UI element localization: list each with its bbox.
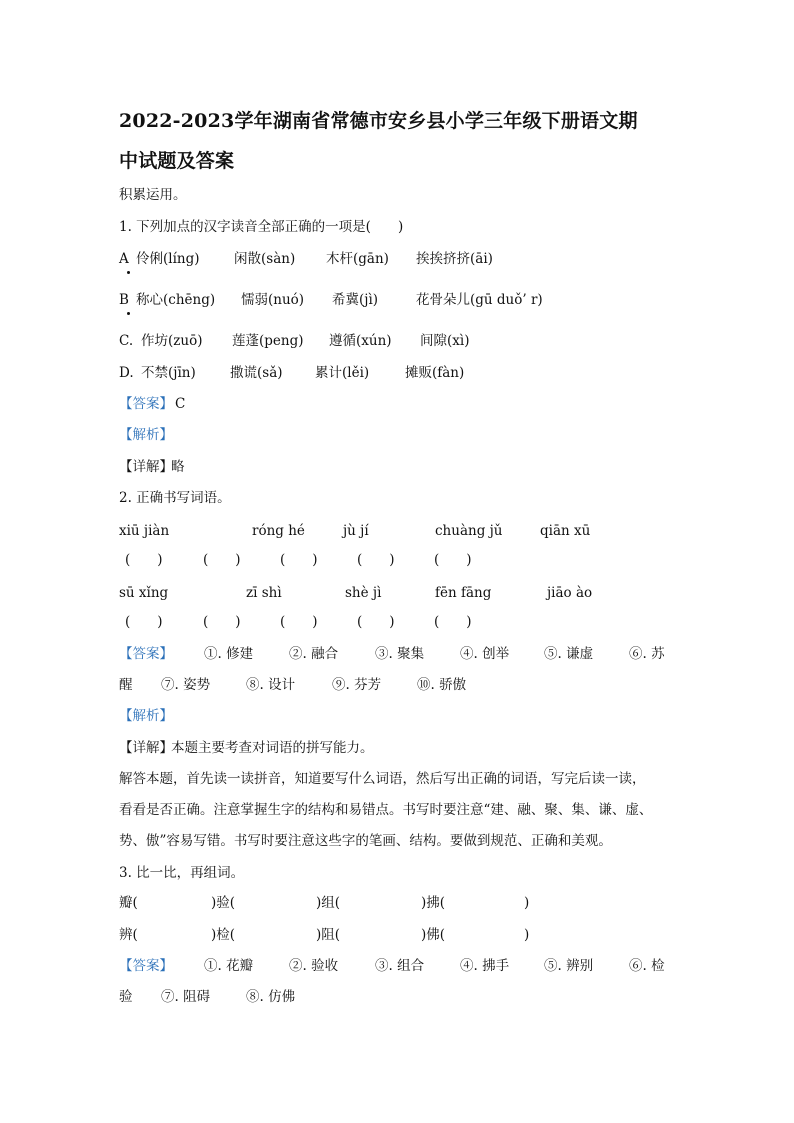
q1-analysis-label: 【解析】 [119, 427, 173, 443]
q1-detail: 【详解】 略 [119, 459, 185, 475]
q1-option-a: A 伶俐(líng) 闲散(sàn) 木杆(gān) 挨挨挤挤(āi) [119, 251, 493, 267]
q2-detail-para: 势、傲”容易写错。书写时要注意这些字的笔画、结构。要做到规范、正确和美观。 [119, 833, 612, 849]
q3-stem: 3. 比一比，再组词。 [119, 865, 245, 881]
q2-detail-para: 解答本题，首先读一读拼音，知道要写什么词语，然后写出正确的词语，写完后读一读， [119, 771, 646, 787]
section-heading: 积累运用。 [119, 187, 187, 203]
q1-option-b: B 称心(chēng) 懦弱(nuó) 希冀(jì) 花骨朵儿(gū duǒ’ r) [119, 292, 543, 308]
q2-blanks-row1: ( ) ( ) ( ) ( ) ( ) [125, 552, 472, 568]
q1-stem: 1. 下列加点的汉字读音全部正确的一项是( ) [119, 219, 404, 235]
q2-stem: 2. 正确书写词语。 [119, 490, 231, 506]
q2-pinyin-row1: xiū jiàn róng hé jù jí chuàng jǔ qiān xū [119, 523, 591, 539]
page-title-line2: 中试题及答案 [119, 150, 235, 172]
q3-answer-cont: 验 ⑦. 阻碍 ⑧. 仿佛 [119, 989, 296, 1005]
page-title: 2022-2023学年湖南省常德市安乡县小学三年级下册语文期 [119, 110, 638, 132]
q1-answer: 【答案】 C [119, 396, 186, 412]
q3-answer: 【答案】 ①. 花瓣 ②. 验收 ③. 组合 ④. 拂手 ⑤. 辨别 ⑥. 检 [119, 958, 665, 974]
q2-answer: 【答案】 ①. 修建 ②. 融合 ③. 聚集 ④. 创举 ⑤. 谦虚 ⑥. 苏 [119, 646, 665, 662]
q1-option-c: C. 作坊(zuō) 莲蓬(peng) 遵循(xún) 间隙(xì) [119, 333, 470, 349]
emphasis-dot [127, 271, 130, 274]
q2-answer-cont: 醒 ⑦. 姿势 ⑧. 设计 ⑨. 芬芳 ⑩. 骄傲 [119, 677, 467, 693]
emphasis-dot [127, 312, 130, 315]
q2-detail: 【详解】 本题主要考查对词语的拼写能力。 [119, 740, 374, 756]
q1-option-d: D. 不禁(jīn) 撒谎(sǎ) 累计(lěi) 摊贩(fàn) [119, 365, 465, 381]
q3-row2: 辨( )检( )阻( )佛( ) [119, 927, 530, 943]
q3-row1: 瓣( )验( )组( )拂( ) [119, 895, 530, 911]
q2-blanks-row2: ( ) ( ) ( ) ( ) ( ) [125, 614, 472, 630]
q2-analysis-label: 【解析】 [119, 708, 173, 724]
q2-pinyin-row2: sū xǐng zī shì shè jì fēn fāng jiāo ào [119, 585, 593, 601]
q2-detail-para: 看看是否正确。注意掌握生字的结构和易错点。书写时要注意“建、融、聚、集、谦、虚、 [119, 802, 653, 818]
